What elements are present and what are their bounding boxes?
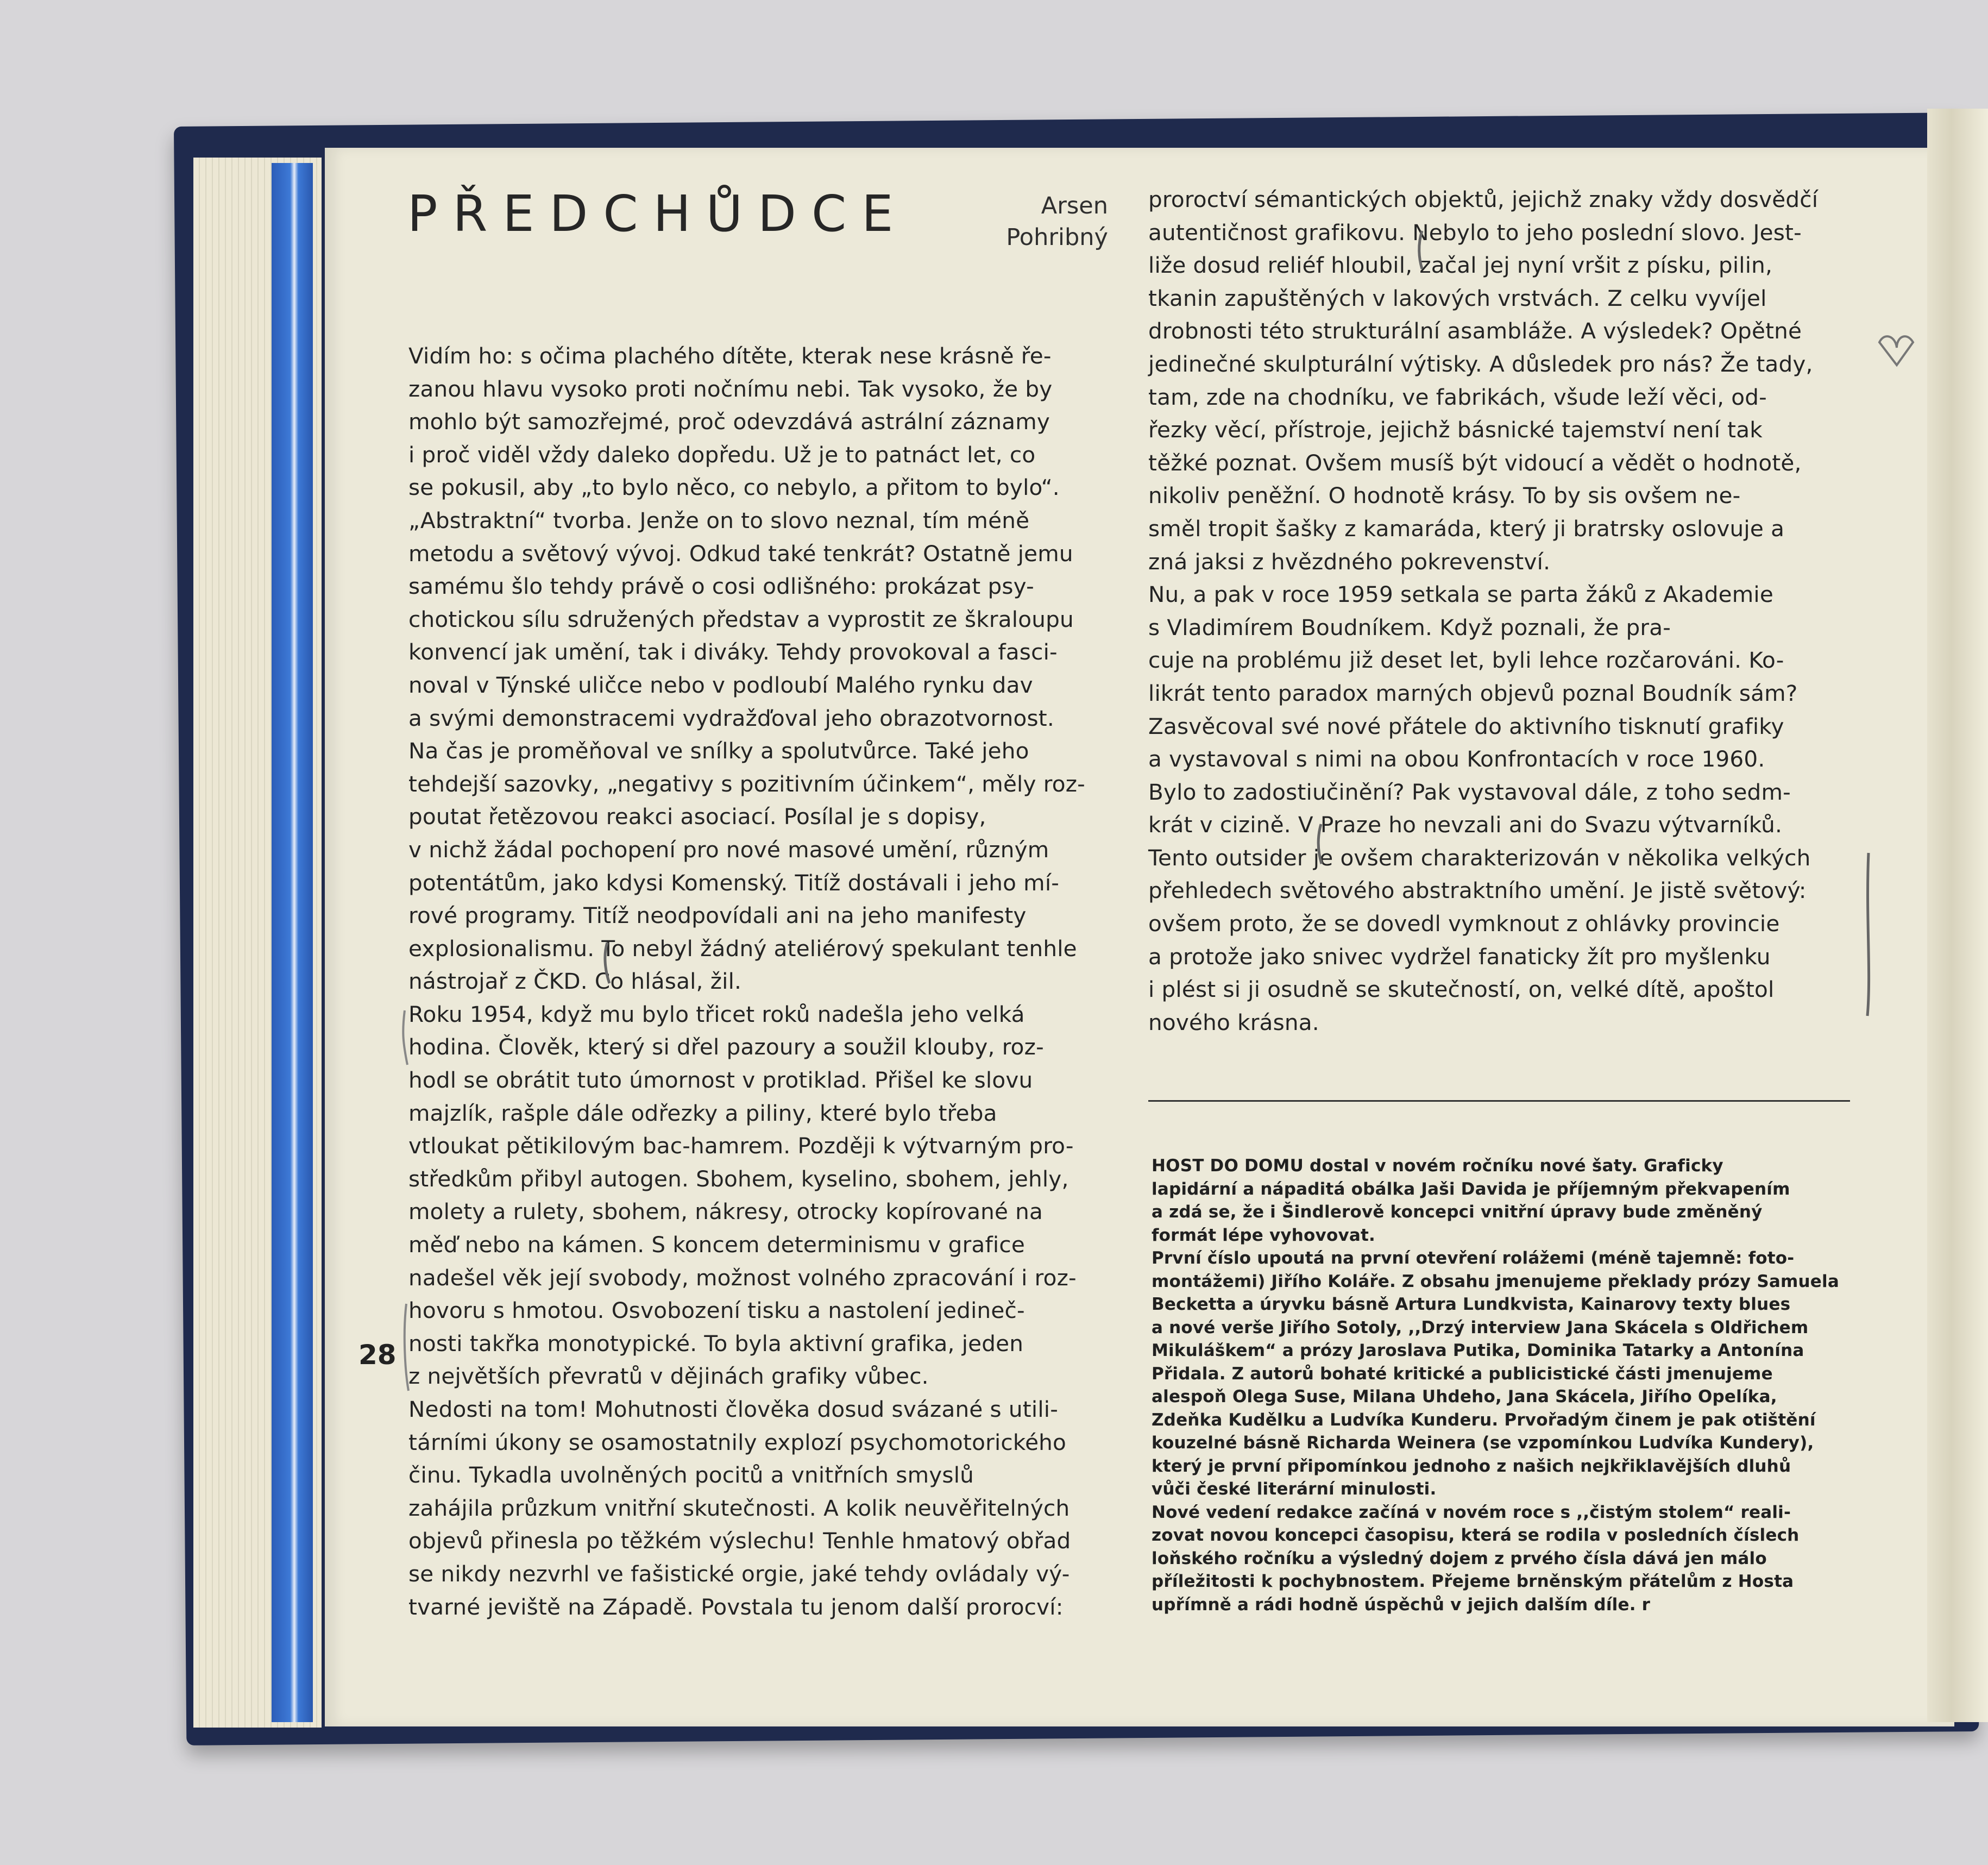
left-column-text-line: vtloukat pětikilovým bac-hamrem. Později k výtvarným pro- <box>408 1133 1074 1159</box>
left-column-text-line: rové programy. Titíž neodpovídali ani na jeho manifesty <box>408 902 1027 929</box>
left-column-text-line: majzlík, rašple dále odřezky a piliny, které bylo třeba <box>408 1100 997 1126</box>
note-text-line: Nové vedení redakce začíná v novém roce s ,,čistým stolem“ reali- <box>1152 1502 1791 1522</box>
right-column-text-line: těžké poznat. Ovšem musíš být vidoucí a vědět o hodnotě, <box>1148 449 1802 476</box>
right-column-text-line: jedinečné skulpturální výtisky. A důsledek pro nás? Že tady, <box>1148 350 1813 377</box>
note-text-line: a nové verše Jiřího Sotoly, ,,Drzý interview Jana Skácela s Oldřichem <box>1152 1317 1809 1337</box>
section-divider <box>1148 1100 1850 1102</box>
page-number: 28 <box>358 1339 397 1371</box>
left-column-text-line: Roku 1954, když mu bylo třicet roků nadešla jeho velká <box>408 1001 1025 1027</box>
note-text-line: HOST DO DOMU dostal v novém ročníku nové šaty. Graficky <box>1152 1156 1723 1176</box>
left-column-text-line: molety a rulety, sbohem, nákresy, otrocky kopírované na <box>408 1198 1043 1225</box>
author-first-name: Arsen <box>1041 192 1108 219</box>
page-gutter <box>1927 109 1988 1722</box>
right-column-text-line: zná jaksi z hvězdného pokrevenství. <box>1148 548 1551 575</box>
note-text-line: Zdeňka Kudělku a Ludvíka Kunderu. Prvořadým činem je pak otištění <box>1152 1410 1816 1430</box>
left-column-text-line: nástrojař z ČKD. Co hlásal, žil. <box>408 968 742 995</box>
left-column-text-line: měď nebo na kámen. S koncem determinismu v grafice <box>408 1232 1025 1258</box>
right-column-text-line: ovšem proto, že se dovedl vymknout z ohlávky provincie <box>1148 910 1780 937</box>
left-column-text-line: hovoru s hmotou. Osvobození tisku a nastolení jedineč- <box>408 1297 1025 1324</box>
right-column-text-line: řezky věcí, přístroje, jejichž básnické tajemství není tak <box>1148 417 1763 443</box>
right-column-text-line: krát v cizině. V Praze ho nevzali ani do Svazu výtvarníků. <box>1148 812 1783 838</box>
right-column-text-line: tkanin zapuštěných v lakových vrstvách. Z celku vyvíjel <box>1148 285 1767 311</box>
right-column-text-line: i plést si ji osudně se skutečností, on, velké dítě, apoštol <box>1148 976 1775 1003</box>
left-column-text-line: zanou hlavu vysoko proti nočnímu nebi. Tak vysoko, že by <box>408 375 1053 402</box>
note-text-line: loňského ročníku a výsledný dojem z prvého čísla dává jen málo <box>1152 1548 1767 1568</box>
left-column-text-line: tvarné jeviště na Západě. Povstala tu jenom další prorocví: <box>408 1593 1064 1620</box>
right-column-text-line: Nu, a pak v roce 1959 setkala se parta žáků z Akademie <box>1148 581 1773 608</box>
note-text-line: alespoň Olega Suse, Milana Uhdeho, Jana Skácela, Jiřího Opelíka, <box>1152 1387 1777 1406</box>
note-text-line: příležitosti k pochybnostem. Přejeme brněnským přátelům z Hosta <box>1152 1572 1794 1591</box>
left-column-text-line: tehdejší sazovky, „negativy s pozitivním účinkem“, měly roz- <box>408 770 1085 797</box>
left-column-text <box>408 340 1110 1623</box>
note-text-line: lapidární a nápaditá obálka Jaši Davida je příjemným překvapením <box>1152 1179 1790 1199</box>
right-column-text-line: likrát tento paradox marných objevů poznal Boudník sám? <box>1148 680 1798 706</box>
right-column-text-line: nového krásna. <box>1148 1009 1319 1035</box>
note-text-line: upřímně a rádi hodně úspěchů v jejich dalším díle. r <box>1152 1594 1651 1615</box>
right-column-text-line: tam, zde na chodníku, ve fabrikách, všude leží věci, od- <box>1148 384 1767 410</box>
note-text-line: vůči české literární minulosti. <box>1152 1479 1437 1499</box>
note-text-line: První číslo upoutá na první otevření rolážemi (méně tajemně: foto- <box>1152 1248 1795 1268</box>
right-column-text <box>1148 183 1850 1039</box>
note-text-line: formát lépe vyhovovat. <box>1152 1225 1375 1245</box>
right-column-text-line: proroctví sémantických objektů, jejichž znaky vždy dosvědčí <box>1148 186 1819 212</box>
left-column-text-line: se nikdy nezvrhl ve fašistické orgie, jaké tehdy ovládaly vý- <box>408 1560 1070 1587</box>
right-column-text-line: s Vladimírem Boudníkem. Když poznali, že pra- <box>1148 614 1671 640</box>
left-column-text-line: chotickou sílu sdružených představ a vyprostit ze škraloupu <box>408 606 1074 632</box>
note-text-line: a zdá se, že i Šindlerově koncepci vnitřní úpravy bude změněný <box>1152 1202 1763 1222</box>
left-column-text-line: potentátům, jako kdysi Komenský. Titíž dostávali i jeho mí- <box>408 869 1060 896</box>
right-column-text-line: autentičnost grafikovu. Nebylo to jeho poslední slovo. Jest- <box>1148 219 1802 246</box>
host-do-domu-note <box>1152 1154 1858 1616</box>
note-text-line: Přidala. Z autorů bohaté kritické a publicistické části jmenujeme <box>1152 1364 1773 1384</box>
right-column-text-line: a vystavoval s nimi na obou Konfrontacích v roce 1960. <box>1148 746 1765 773</box>
note-text-line: Mikuláškem“ a prózy Jaroslava Putika, Dominika Tatarky a Antonína <box>1152 1341 1804 1360</box>
left-column-text-line: z největších převratů v dějinách grafiky vůbec. <box>408 1363 929 1390</box>
left-column-text-line: se pokusil, aby „to bylo něco, co nebylo, a přitom to bylo“. <box>408 474 1060 501</box>
left-column-text-line: „Abstraktní“ tvorba. Jenže on to slovo neznal, tím méně <box>408 507 1030 533</box>
right-column-text-line: Zasvěcoval své nové přátele do aktivního tisknutí grafiky <box>1148 713 1784 739</box>
left-column-text-line: explosionalismu. To nebyl žádný ateliérový spekulant tenhle <box>408 935 1077 962</box>
right-column-text-line: směl tropit šašky z kamaráda, který ji bratrsky oslovuje a <box>1148 515 1785 542</box>
right-column-text-line: liže dosud reliéf hloubil, začal jej nyní vršit z písku, pilin, <box>1148 252 1773 279</box>
note-text-line: který je první připomínkou jednoho z našich nejkřiklavějších dluhů <box>1152 1456 1791 1476</box>
right-column-text-line: a protože jako snivec vydržel fanaticky žít pro myšlenku <box>1148 943 1771 970</box>
left-column-text-line: metodu a světový vývoj. Odkud také tenkrát? Ostatně jemu <box>408 540 1073 567</box>
left-column-text-line: nadešel věk její svobody, možnost volného zpracování i roz- <box>408 1264 1077 1291</box>
note-text-line: zovat novou koncepci časopisu, která se rodila v posledních číslech <box>1152 1525 1800 1545</box>
right-column-text-line: Bylo to zadostiučinění? Pak vystavoval dále, z toho sedm- <box>1148 778 1791 805</box>
left-column-text-line: objevů přinesla po těžkém výslechu! Tenhle hmatový obřad <box>408 1528 1071 1554</box>
left-column-text-line: tárními úkony se osamostatnily explozí psychomotorického <box>408 1429 1067 1455</box>
right-column-text-line: přehledech světového abstraktního umění. Je jistě světový: <box>1148 877 1807 904</box>
left-column-text-line: středkům přibyl autogen. Sbohem, kyselino, sbohem, jehly, <box>408 1165 1069 1192</box>
article-title: PŘEDCHŮDCE <box>407 185 909 243</box>
left-column-text-line: poutat řetězovou reakci asociací. Posílal je s dopisy, <box>408 803 986 830</box>
author-last-name: Pohribný <box>1006 224 1108 251</box>
left-column-text-line: činu. Tykadla uvolněných pocitů a vnitřních smyslů <box>408 1462 974 1489</box>
left-column-text-line: nosti takřka monotypické. To byla aktivní grafika, jeden <box>408 1330 1024 1357</box>
right-column-text-line: drobnosti této strukturální asambláže. A výsledek? Opětné <box>1148 318 1802 344</box>
left-column-text-line: konvencí jak umění, tak i diváky. Tehdy provokoval a fasci- <box>408 639 1058 665</box>
article-author <box>978 190 1108 253</box>
note-text-line: montážemi) Jiřího Koláře. Z obsahu jmenujeme překlady prózy Samuela <box>1152 1271 1839 1291</box>
left-column-text-line: mohlo být samozřejmé, proč odevzdává astrální záznamy <box>408 409 1050 435</box>
left-column-text-line: i proč viděl vždy daleko dopředu. Už je to patnáct let, co <box>408 441 1036 468</box>
right-column-text-line: nikoliv peněžní. O hodnotě krásy. To by sis ovšem ne- <box>1148 482 1741 509</box>
bookmark-strip <box>272 163 313 1722</box>
left-column-text-line: noval v Týnské uličce nebo v podloubí Malého rynku dav <box>408 671 1033 698</box>
note-text-line: Becketta a úryvku básně Artura Lundkvista, Kainarovy texty blues <box>1152 1295 1791 1314</box>
right-column-text-line: Tento outsider je ovšem charakterizován v několika velkých <box>1148 844 1811 871</box>
left-column-text-line: a svými demonstracemi vydražďoval jeho obrazotvornost. <box>408 705 1054 731</box>
left-column-text-line: samému šlo tehdy právě o cosi odlišného: prokázat psy- <box>408 573 1034 600</box>
left-column-text-line: Vidím ho: s očima plachého dítěte, kterak nese krásně ře- <box>408 343 1052 369</box>
left-column-text-line: zahájila průzkum vnitřní skutečnosti. A kolik neuvěřitelných <box>408 1494 1070 1521</box>
right-column-text-line: cuje na problému již deset let, byli lehce rozčarováni. Ko- <box>1148 647 1784 674</box>
left-column-text-line: v nichž žádal pochopení pro nové masové umění, různým <box>408 836 1049 863</box>
left-column-text-line: Na čas je proměňoval ve snílky a spolutvůrce. Také jeho <box>408 738 1029 764</box>
left-column-text-line: Nedosti na tom! Mohutnosti člověka dosud svázané s utili- <box>408 1396 1059 1422</box>
left-column-text-line: hodina. Člověk, který si dřel pazoury a soužil klouby, roz- <box>408 1034 1044 1060</box>
note-text-line: kouzelné básně Richarda Weinera (se vzpomínkou Ludvíka Kundery), <box>1152 1433 1814 1453</box>
left-column-text-line: hodl se obrátit tuto úmornost v protiklad. Přišel ke slovu <box>408 1067 1033 1094</box>
